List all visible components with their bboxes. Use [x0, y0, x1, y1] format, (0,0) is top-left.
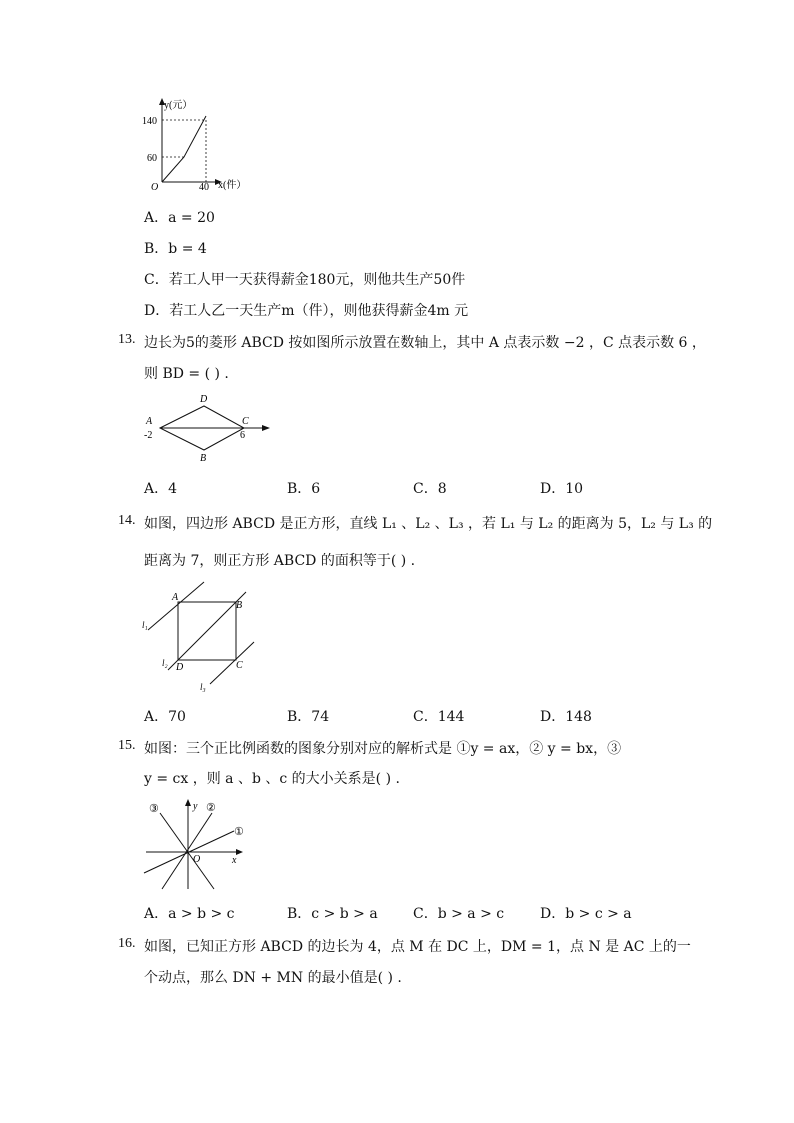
- q15-proportional-functions-figure: [140, 795, 255, 895]
- label-a: A: [146, 416, 153, 427]
- x-tick-40: 40: [199, 182, 209, 193]
- q13-option-d: D．10: [540, 481, 584, 497]
- q15-option-c: C．b > a > c: [413, 906, 505, 922]
- q14-number: 14.: [118, 513, 136, 528]
- q15-number: 15.: [118, 738, 136, 753]
- line-l2: [168, 592, 246, 670]
- q14-option-a: A．70: [144, 709, 186, 725]
- y-axis-arrow: [185, 799, 191, 806]
- q14-text-line1: 如图，四边形 ABCD 是正方形，直线 L₁ 、L₂ 、L₃ ，若 L₁ 与 L₂ 的距离为 5，L₂ 与 L₃ 的: [144, 516, 713, 532]
- q13-number: 13.: [118, 332, 136, 347]
- label-l1: l₁: [142, 620, 148, 630]
- line-3: [160, 813, 214, 889]
- y-tick-140: 140: [142, 116, 157, 127]
- axis-arrow: [262, 425, 270, 431]
- q15-option-b: B．c > b > a: [287, 906, 378, 922]
- q13-text-line1: 边长为5的菱形 ABCD 按如图所示放置在数轴上，其中 A 点表示数 −2 ，C 点表示数 6 ，: [144, 335, 706, 351]
- q12-option-b: B．b = 4: [144, 241, 207, 257]
- q15-text-line2: y = cx ，则 a 、b 、c 的大小关系是( ) .: [144, 771, 400, 787]
- label-c: C: [242, 416, 249, 427]
- label-1: ①: [234, 826, 244, 838]
- q16-text-line2: 个动点，那么 DN + MN 的最小值是( ) .: [144, 970, 402, 986]
- x-label: x: [232, 855, 237, 866]
- label-2: ②: [206, 802, 216, 814]
- label-l2: l₂: [162, 658, 168, 668]
- y-label: y: [193, 801, 198, 812]
- label-l3: l₃: [200, 682, 206, 692]
- origin-label: O: [193, 854, 201, 865]
- y-axis-label: y(元）: [164, 100, 193, 111]
- q12-option-c: C．若工人甲一天获得薪金180元，则他共生产50件: [144, 272, 466, 288]
- x-axis-label: x(件）: [218, 180, 247, 191]
- q14-option-d: D．148: [540, 709, 592, 725]
- q15-option-a: A．a > b > c: [144, 906, 235, 922]
- label-b: B: [200, 453, 207, 464]
- q12-option-a: A．a = 20: [144, 210, 215, 226]
- q13-option-b: B．6: [287, 481, 321, 497]
- q15-text-line1: 如图：三个正比例函数的图象分别对应的解析式是 ①y = ax，② y = bx，③: [144, 741, 622, 757]
- label-b: B: [236, 600, 243, 611]
- x-axis-arrow: [236, 849, 243, 855]
- salary-line: [162, 116, 206, 182]
- q12-option-d: D．若工人乙一天生产m（件），则他获得薪金4m 元: [144, 303, 469, 319]
- q15-option-d: D．b > c > a: [540, 906, 632, 922]
- value-c: 6: [240, 430, 245, 441]
- label-a: A: [172, 592, 179, 603]
- label-c: C: [236, 660, 243, 671]
- q13-option-c: C．8: [413, 481, 447, 497]
- q14-text-line2: 距离为 7，则正方形 ABCD 的面积等于( ) .: [144, 553, 416, 569]
- q13-option-a: A．4: [144, 481, 178, 497]
- label-d: D: [176, 662, 184, 673]
- q14-option-b: B．74: [287, 709, 330, 725]
- origin-label: O: [151, 182, 159, 193]
- y-tick-60: 60: [147, 153, 157, 164]
- value-a: -2: [144, 430, 153, 441]
- q13-text-line2: 则 BD = ( ) .: [144, 366, 229, 382]
- line-l3: [210, 642, 254, 684]
- q13-rhombus-figure: [140, 390, 275, 465]
- q14-option-c: C．144: [413, 709, 465, 725]
- q16-text-line1: 如图，已知正方形 ABCD 的边长为 4，点 M 在 DC 上，DM = 1，点 N 是 AC 上的一: [144, 939, 691, 955]
- q16-number: 16.: [118, 936, 136, 951]
- q14-square-figure: [138, 580, 258, 695]
- q12-salary-graph: [136, 96, 256, 196]
- label-3: ③: [149, 803, 159, 815]
- line-l1: [148, 582, 204, 630]
- label-d: D: [200, 394, 208, 405]
